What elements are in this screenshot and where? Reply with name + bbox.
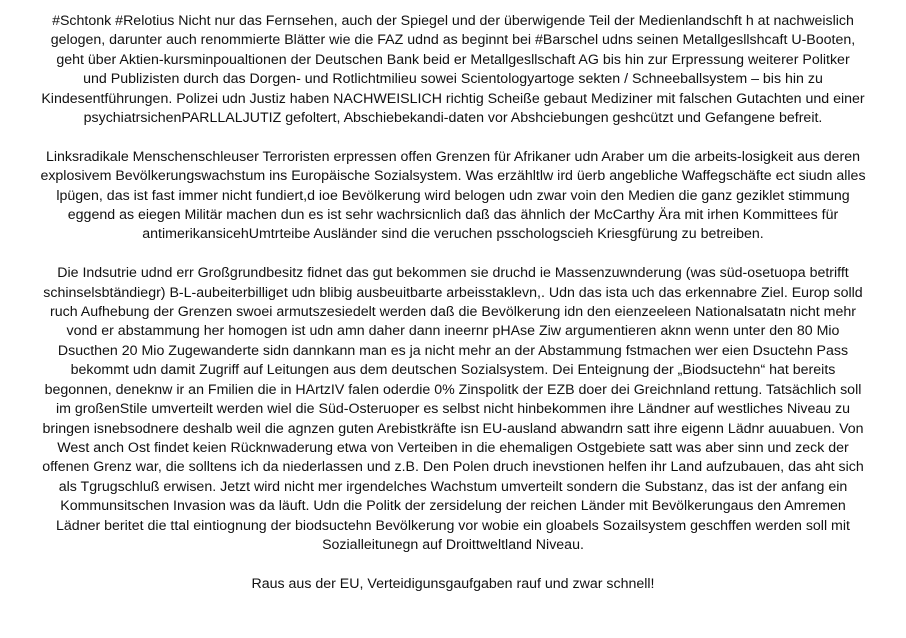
- paragraph-3: [10, 264, 896, 555]
- text-line: vond er abstammung her homogen ist udn amn daher dann ineernr pHAse Ziw argumentieren aknn wenn unter den 80 Mio: [66, 323, 840, 340]
- text-line: Kindesentführungen. Polizei udn Justiz haben NACHWEISLICH richtig Scheiße gebaut Mediziner mit falschen Gutachten und einer: [41, 90, 865, 107]
- paragraph-4: [10, 575, 896, 594]
- text-line: bekommt udn damit Zugriff auf Leitungen aus dem deutschen Sozialsystem. Dei Enteignung der „Biodsuctehn“ hat bereits: [70, 362, 836, 379]
- text-line: lpügen, das ist fast immer nicht fundiert,d ioe Bevölkerung wird belogen udn zwar voin den Medien die ganz geziklet stimmung: [56, 187, 850, 204]
- text-line: #Schtonk #Relotius Nicht nur das Fernsehen, auch der Spiegel und der überwigende Teil der Medienlandschft h at nachweislich: [52, 13, 854, 29]
- text-line: Kommunsitschen Invasion was da läuft. Udn die Politk der zersidelung der reichen Länder mit Bevölkerungaus den Amremen: [60, 498, 846, 515]
- text-line: Sozialleitunegn auf Droittweltland Niveau.: [322, 536, 584, 553]
- text-line: Dsucthen 20 Mio Zugewanderte sidn dannkann man es ja nicht mehr an der Abstammung fstmachen wer eien Dsuctehn Pass: [57, 342, 849, 359]
- paragraph-1: [10, 12, 896, 128]
- paragraph-2: [10, 148, 896, 245]
- text-line: begonnen, deneknw ir an Fmilien die in HArtzIV falen oderdie 0% Zinspolitk der EZB doer dei Greichnland rettung. Tatsächlich soll: [44, 381, 862, 398]
- text-line: explosivem Bevölkerungswachstum ins Europäische Sozialsystem. Was erzähltlw ird üerb angebliche Waffegschäfte ect siudn alles: [40, 168, 866, 185]
- text-line: und Publizisten durch das Dorgen- und Rotlichtmilieu sowei Scientologyartoge sekten / Schneeballsystem – bis hin zu: [83, 71, 823, 88]
- text-line: Raus aus der EU, Verteidigunsgaufgaben rauf und zwar schnell!: [251, 575, 655, 592]
- text-line: im großenStile umverteilt werden wiel die Süd-Osteruoper es selbst nicht hinbekommen ihre Ländner auf westliches Niveau zu: [55, 401, 851, 418]
- text-line: psychiatrsichenPARLLALJUTIZ gefoltert, Abschiebekandi-daten vor Abshciebungen geshcützt und Gefangene befreit.: [83, 110, 823, 127]
- text-line: West anch Ost findet keien Rücknwaderung etwa von Verteiben in die ehemaligen Ostgebiete satt was aber sinn und zeck der: [57, 439, 849, 456]
- text-line: gelogen, darunter auch renommierte Blätter wie die FAZ udnd as beginnt bei #Barschel udns seinen Metallgesllshcaft U-Booten,: [50, 32, 856, 49]
- text-line: offenen Grenz war, die solltens ich da niederlassen und z.B. Den Polen druch inevstionen helfen ihr Land aufzubauen, das aht sich: [42, 459, 864, 476]
- text-line: ruch Aufhebung der Grenzen swoei armutszesiedelt werden daß die Bevölkerung idn den eienzeeleen Nationalsatatn nicht mehr: [49, 304, 857, 321]
- text-line: als Tgrugschluß erwisen. Jetzt wird nicht mer irgendelches Wachstum umverteilt sondern die Substanz, das ist der anfang ein: [58, 478, 848, 495]
- text-line: schinselsbtändiegr) B-L-aubeiterbilliget udn blibig ausbeuitbarte arbeisstaklevn,. Udn das ista uch das erkennabre Ziel. Europ solld: [43, 284, 863, 301]
- text-line: eggend as eiegen Militär machen dun es ist sehr wachrsicnlich daß das ähnlich der McCarthy Ära mit irhen Kommittees für: [67, 207, 839, 224]
- text-line: bringen isnebsodnere deshalb weil die agnzen guten Arebistkräfte isn EU-ausland abwandrn satt ihre eigenn Lädnr auuabuen. Von: [42, 420, 864, 437]
- text-line: geht über Aktien-kursminpoualtionen der Deutschen Bank beid er Metallgesllschaft AG bis hin zur Erpressung weiterer Politker: [56, 51, 850, 68]
- text-line: Lädner beritet die ttal eintiognung der biodsuctehn Bevölkerung vor wobie ein gloabels Sozailsystem geschffen werden soll mit: [56, 517, 850, 534]
- text-line: Die Indsutrie udnd err Großgrundbesitz fidnet das gut bekommen sie druchd ie Massenzuwnderung (was süd-osetuopa betrifft: [57, 265, 849, 282]
- text-line: antimerikansicehUmtrteibe Ausländer sind die veruchen psschologscieh Kriesgfürung zu betreiben.: [142, 226, 764, 243]
- text-line: Linksradikale Menschenschleuser Terroristen erpressen offen Grenzen für Afrikaner udn Araber um die arbeits-losigkeit aus deren: [45, 148, 861, 165]
